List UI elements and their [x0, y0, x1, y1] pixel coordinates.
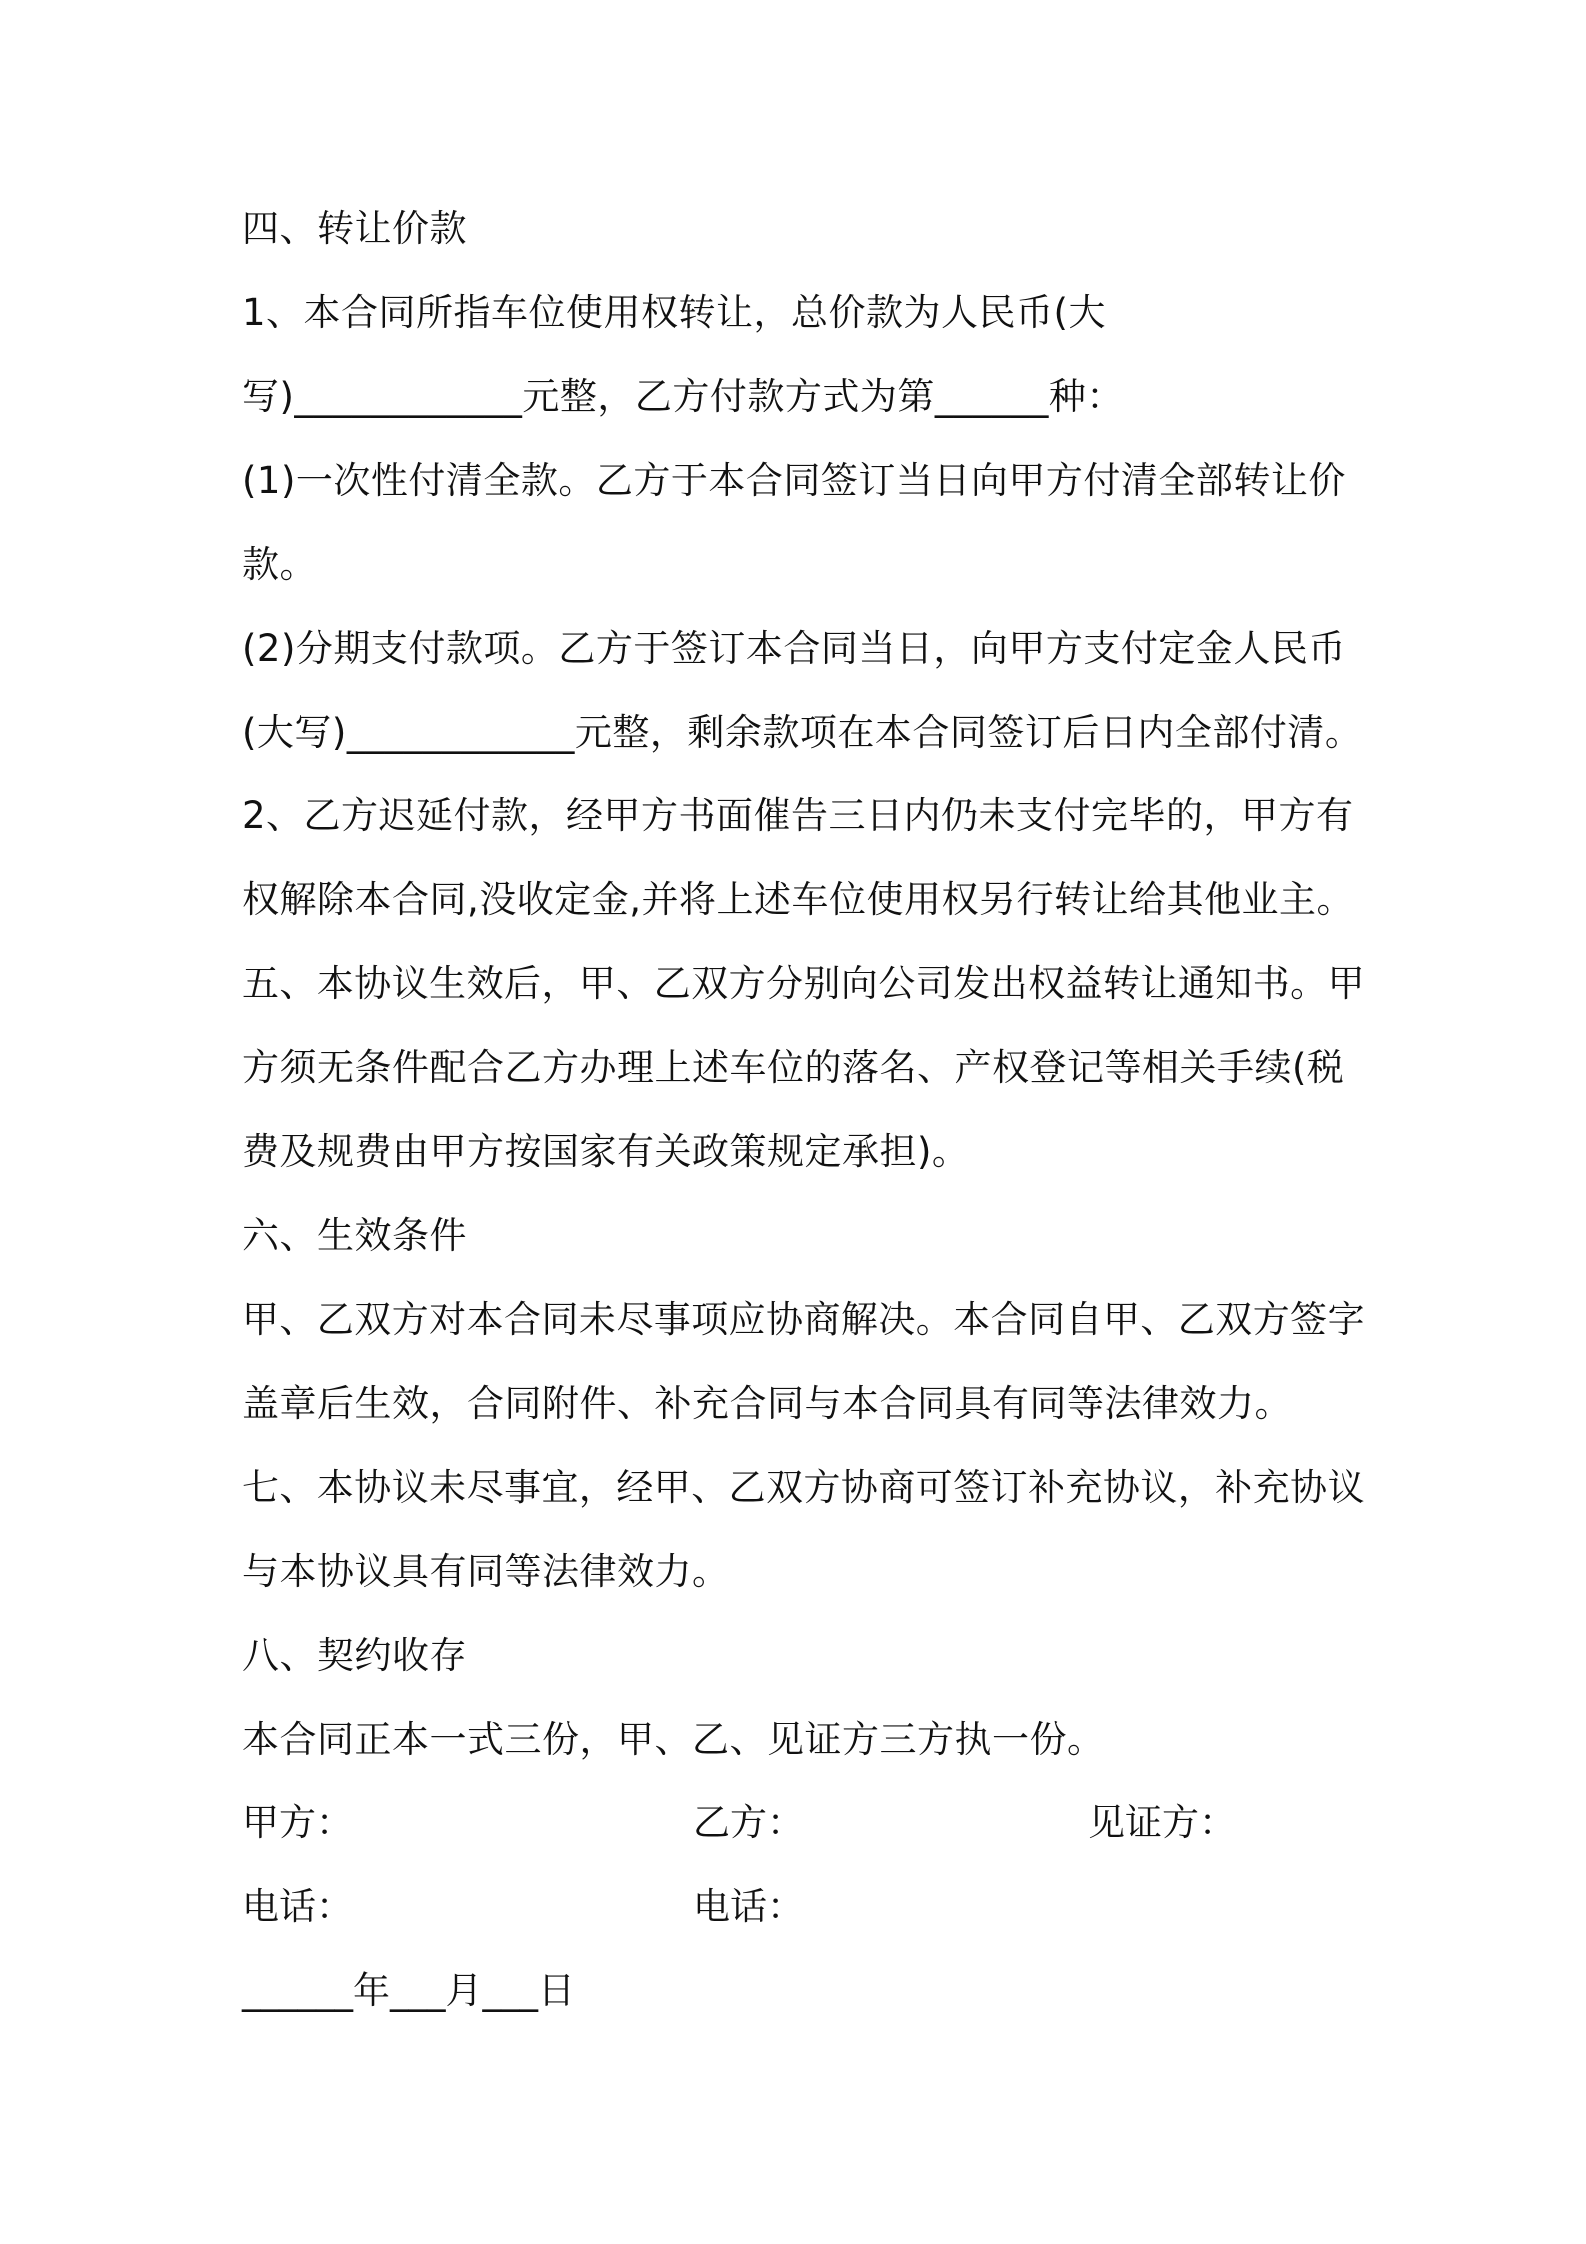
payment-option-2-line-2: (大写)____________元整，剩余款项在本合同签订后日内全部付清。 — [242, 711, 1363, 754]
payment-option-1-line-2: 款。 — [242, 543, 317, 586]
section-5-line-1: 五、本协议生效后，甲、乙双方分别向公司发出权益转让通知书。甲 — [242, 962, 1365, 1005]
section-4-heading: 四、转让价款 — [242, 207, 467, 250]
payment-option-1-line-1: (1)一次性付清全款。乙方于本合同签订当日向甲方付清全部转让价 — [242, 459, 1346, 502]
party-a-label: 甲方： — [242, 1801, 353, 1844]
section-6-heading: 六、生效条件 — [242, 1214, 467, 1257]
section-8-heading: 八、契约收存 — [242, 1634, 467, 1677]
section-6-line-1: 甲、乙双方对本合同未尽事项应协商解决。本合同自甲、乙双方签字 — [242, 1298, 1365, 1341]
section-5-line-2: 方须无条件配合乙方办理上述车位的落名、产权登记等相关手续(税 — [242, 1046, 1345, 1089]
party-a-phone-label: 电话： — [242, 1885, 353, 1928]
clause-1-line-1: 1、本合同所指车位使用权转让，总价款为人民币(大 — [242, 291, 1106, 334]
section-5-line-3: 费及规费由甲方按国家有关政策规定承担)。 — [242, 1130, 970, 1173]
clause-1-line-2: 写)____________元整，乙方付款方式为第______种： — [242, 375, 1124, 418]
section-6-line-2: 盖章后生效，合同附件、补充合同与本合同具有同等法律效力。 — [242, 1382, 1292, 1425]
payment-option-2-line-1: (2)分期支付款项。乙方于签订本合同当日，向甲方支付定金人民币 — [242, 627, 1346, 670]
date-line: ______年___月___日 — [242, 1969, 575, 2012]
section-8-line-1: 本合同正本一式三份，甲、乙、见证方三方执一份。 — [242, 1718, 1105, 1761]
section-7-line-1: 七、本协议未尽事宜，经甲、乙双方协商可签订补充协议，补充协议 — [242, 1466, 1365, 1509]
clause-2-line-2: 权解除本合同,没收定金,并将上述车位使用权另行转让给其他业主。 — [242, 878, 1355, 921]
clause-2-line-1: 2、乙方迟延付款，经甲方书面催告三日内仍未支付完毕的，甲方有 — [242, 794, 1354, 837]
witness-label: 见证方： — [1088, 1801, 1236, 1844]
party-b-phone-label: 电话： — [693, 1885, 804, 1928]
party-b-label: 乙方： — [693, 1801, 804, 1844]
section-7-line-2: 与本协议具有同等法律效力。 — [242, 1550, 730, 1593]
